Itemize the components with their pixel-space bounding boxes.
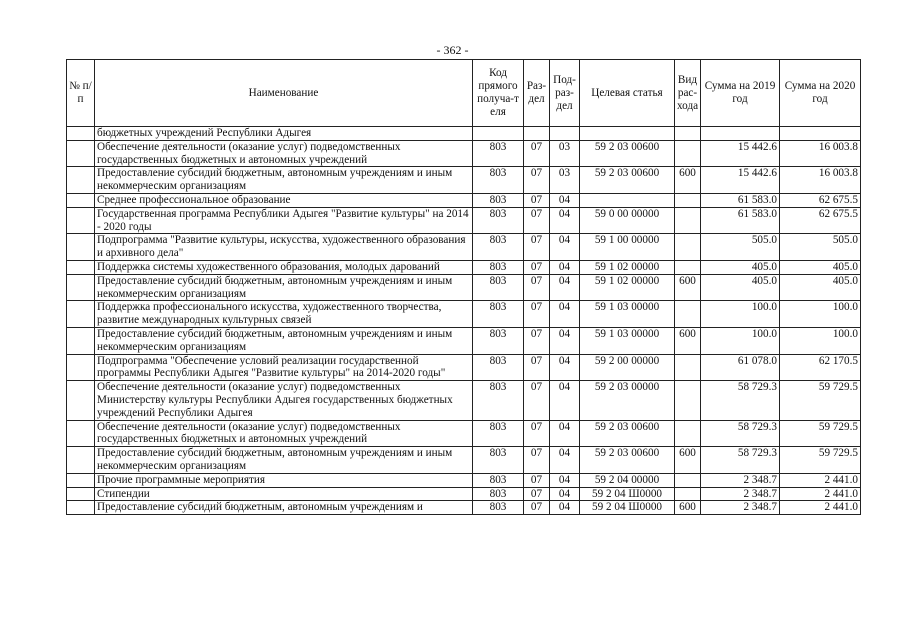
cell-expense-type (675, 381, 701, 420)
cell-num (67, 354, 95, 381)
cell-expense-type (675, 420, 701, 447)
cell-target: 59 2 04 Ш0000 (580, 487, 675, 501)
cell-sum2019: 2 348.7 (701, 473, 780, 487)
cell-num (67, 487, 95, 501)
cell-sum2020: 100.0 (780, 301, 861, 328)
page-number: - 362 - (436, 43, 469, 57)
table-row (67, 260, 861, 274)
table-row (67, 274, 861, 301)
cell-subsection: 04 (550, 381, 580, 420)
cell-sum2020: 2 441.0 (780, 501, 861, 515)
table-row (67, 193, 861, 207)
cell-name: Подпрограмма "Развитие культуры, искусства, художественного образования и архивного дела" (95, 234, 473, 261)
cell-num (67, 301, 95, 328)
cell-code: 803 (473, 381, 524, 420)
cell-sum2019: 58 729.3 (701, 420, 780, 447)
cell-subsection: 03 (550, 167, 580, 194)
cell-num (67, 140, 95, 167)
cell-sum2019: 405.0 (701, 274, 780, 301)
header-expense-type: Вид рас- хода (675, 60, 701, 127)
table-row (67, 234, 861, 261)
cell-code: 803 (473, 301, 524, 328)
cell-code: 803 (473, 260, 524, 274)
cell-name: Предоставление субсидий бюджетным, автономным учреждениям и иным некоммерческим организациям (95, 167, 473, 194)
cell-subsection: 04 (550, 501, 580, 515)
table-row (67, 473, 861, 487)
cell-sum2020: 2 441.0 (780, 473, 861, 487)
cell-num (67, 127, 95, 141)
cell-code (473, 127, 524, 141)
cell-sum2019 (701, 127, 780, 141)
cell-num (67, 381, 95, 420)
cell-code: 803 (473, 487, 524, 501)
table-row (67, 207, 861, 234)
cell-target: 59 2 03 00600 (580, 420, 675, 447)
cell-sum2019: 100.0 (701, 301, 780, 328)
header-subsection: Под- раз- дел (550, 60, 580, 127)
cell-section: 07 (524, 140, 550, 167)
cell-expense-type (675, 354, 701, 381)
cell-expense-type: 600 (675, 274, 701, 301)
cell-name: Подпрограмма "Обеспечение условий реализации государственной программы Республики Адыгея "Развитие культуры" на 2014-2020 годы" (95, 354, 473, 381)
cell-target: 59 1 03 00000 (580, 327, 675, 354)
table-row (67, 487, 861, 501)
cell-expense-type: 600 (675, 327, 701, 354)
cell-section: 07 (524, 207, 550, 234)
cell-section: 07 (524, 473, 550, 487)
cell-sum2019: 505.0 (701, 234, 780, 261)
cell-section: 07 (524, 301, 550, 328)
cell-subsection (550, 127, 580, 141)
cell-expense-type (675, 260, 701, 274)
cell-code: 803 (473, 420, 524, 447)
cell-sum2019: 100.0 (701, 327, 780, 354)
cell-target: 59 1 00 00000 (580, 234, 675, 261)
cell-code: 803 (473, 167, 524, 194)
cell-expense-type: 600 (675, 167, 701, 194)
cell-section: 07 (524, 381, 550, 420)
table-row (67, 301, 861, 328)
cell-sum2020: 59 729.5 (780, 420, 861, 447)
cell-num (67, 167, 95, 194)
cell-section: 07 (524, 420, 550, 447)
table-row (67, 447, 861, 474)
cell-target: 59 2 00 00000 (580, 354, 675, 381)
cell-section: 07 (524, 501, 550, 515)
cell-sum2020 (780, 127, 861, 141)
cell-target: 59 2 04 00000 (580, 473, 675, 487)
cell-subsection: 04 (550, 487, 580, 501)
header-section: Раз- дел (524, 60, 550, 127)
cell-name: Предоставление субсидий бюджетным, автономным учреждениям и (95, 501, 473, 515)
cell-target: 59 2 03 00600 (580, 447, 675, 474)
table-row (67, 167, 861, 194)
cell-sum2020: 62 675.5 (780, 207, 861, 234)
cell-expense-type: 600 (675, 501, 701, 515)
cell-subsection: 04 (550, 420, 580, 447)
cell-subsection: 04 (550, 207, 580, 234)
cell-expense-type (675, 234, 701, 261)
cell-name: Государственная программа Республики Адыгея "Развитие культуры" на 2014 - 2020 годы (95, 207, 473, 234)
table-row (67, 140, 861, 167)
cell-code: 803 (473, 327, 524, 354)
cell-subsection: 04 (550, 274, 580, 301)
header-sum-2019: Сумма на 2019 год (701, 60, 780, 127)
cell-expense-type (675, 140, 701, 167)
cell-name: Прочие программные мероприятия (95, 473, 473, 487)
cell-sum2019: 61 078.0 (701, 354, 780, 381)
cell-code: 803 (473, 274, 524, 301)
cell-expense-type (675, 193, 701, 207)
cell-section: 07 (524, 354, 550, 381)
table-row (67, 420, 861, 447)
cell-sum2020: 59 729.5 (780, 381, 861, 420)
table-row (67, 354, 861, 381)
cell-code: 803 (473, 140, 524, 167)
table-row (67, 501, 861, 515)
cell-target: 59 0 00 00000 (580, 207, 675, 234)
cell-name: Обеспечение деятельности (оказание услуг) подведомственных государственных бюджетных и автономных учреждений (95, 140, 473, 167)
cell-subsection: 04 (550, 447, 580, 474)
cell-target: 59 2 03 00600 (580, 167, 675, 194)
budget-table (66, 59, 861, 515)
cell-sum2020: 100.0 (780, 327, 861, 354)
cell-expense-type (675, 127, 701, 141)
cell-section: 07 (524, 274, 550, 301)
cell-sum2020: 62 675.5 (780, 193, 861, 207)
cell-code: 803 (473, 234, 524, 261)
cell-name: Предоставление субсидий бюджетным, автономным учреждениям и иным некоммерческим организациям (95, 274, 473, 301)
cell-section: 07 (524, 327, 550, 354)
cell-code: 803 (473, 354, 524, 381)
cell-num (67, 327, 95, 354)
cell-section: 07 (524, 167, 550, 194)
cell-name: Обеспечение деятельности (оказание услуг) подведомственных Министерству культуры Республики Адыгея государственных бюджетных учреждений Республики Адыгея (95, 381, 473, 420)
cell-target: 59 2 04 Ш0000 (580, 501, 675, 515)
table-row (67, 127, 861, 141)
cell-code: 803 (473, 501, 524, 515)
cell-num (67, 447, 95, 474)
cell-name: Предоставление субсидий бюджетным, автономным учреждениям и иным некоммерческим организациям (95, 327, 473, 354)
cell-subsection: 04 (550, 234, 580, 261)
cell-section: 07 (524, 487, 550, 501)
cell-section: 07 (524, 193, 550, 207)
cell-sum2019: 2 348.7 (701, 487, 780, 501)
cell-target: 59 1 03 00000 (580, 301, 675, 328)
header-code: Код прямого получа-т еля (473, 60, 524, 127)
cell-expense-type (675, 207, 701, 234)
header-target: Целевая статья (580, 60, 675, 127)
cell-code: 803 (473, 473, 524, 487)
cell-sum2020: 16 003.8 (780, 140, 861, 167)
cell-num (67, 193, 95, 207)
cell-target: 59 2 03 00000 (580, 381, 675, 420)
cell-sum2020: 59 729.5 (780, 447, 861, 474)
cell-sum2019: 15 442.6 (701, 140, 780, 167)
cell-sum2019: 405.0 (701, 260, 780, 274)
cell-name: Стипендии (95, 487, 473, 501)
cell-sum2020: 16 003.8 (780, 167, 861, 194)
cell-subsection: 03 (550, 140, 580, 167)
cell-num (67, 501, 95, 515)
cell-target: 59 1 02 00000 (580, 260, 675, 274)
cell-expense-type (675, 473, 701, 487)
cell-subsection: 04 (550, 473, 580, 487)
cell-code: 803 (473, 447, 524, 474)
cell-subsection: 04 (550, 327, 580, 354)
cell-sum2020: 2 441.0 (780, 487, 861, 501)
table-header (67, 60, 861, 127)
cell-num (67, 260, 95, 274)
cell-code: 803 (473, 193, 524, 207)
cell-num (67, 274, 95, 301)
cell-sum2019: 61 583.0 (701, 207, 780, 234)
cell-name: Среднее профессиональное образование (95, 193, 473, 207)
header-num: № п/п (67, 60, 95, 127)
cell-name: бюджетных учреждений Республики Адыгея (95, 127, 473, 141)
cell-sum2020: 505.0 (780, 234, 861, 261)
cell-sum2019: 58 729.3 (701, 381, 780, 420)
cell-subsection: 04 (550, 260, 580, 274)
cell-section: 07 (524, 234, 550, 261)
cell-sum2019: 58 729.3 (701, 447, 780, 474)
cell-target: 59 2 03 00600 (580, 140, 675, 167)
cell-name: Поддержка профессионального искусства, художественного творчества, развитие международных культурных связей (95, 301, 473, 328)
table-body (67, 127, 861, 515)
header-sum-2020: Сумма на 2020 год (780, 60, 861, 127)
cell-sum2020: 405.0 (780, 274, 861, 301)
cell-name: Обеспечение деятельности (оказание услуг) подведомственных государственных бюджетных и автономных учреждений (95, 420, 473, 447)
cell-section (524, 127, 550, 141)
cell-sum2020: 62 170.5 (780, 354, 861, 381)
cell-sum2019: 15 442.6 (701, 167, 780, 194)
cell-expense-type (675, 301, 701, 328)
cell-section: 07 (524, 447, 550, 474)
cell-name: Поддержка системы художественного образования, молодых дарований (95, 260, 473, 274)
cell-expense-type (675, 487, 701, 501)
table-row (67, 381, 861, 420)
table-row (67, 327, 861, 354)
cell-target: 59 1 02 00000 (580, 274, 675, 301)
cell-target (580, 193, 675, 207)
cell-num (67, 473, 95, 487)
header-name: Наименование (95, 60, 473, 127)
cell-expense-type: 600 (675, 447, 701, 474)
cell-section: 07 (524, 260, 550, 274)
cell-subsection: 04 (550, 193, 580, 207)
cell-num (67, 207, 95, 234)
cell-sum2019: 61 583.0 (701, 193, 780, 207)
cell-code: 803 (473, 207, 524, 234)
cell-sum2020: 405.0 (780, 260, 861, 274)
cell-name: Предоставление субсидий бюджетным, автономным учреждениям и иным некоммерческим организациям (95, 447, 473, 474)
cell-sum2019: 2 348.7 (701, 501, 780, 515)
cell-target (580, 127, 675, 141)
cell-subsection: 04 (550, 301, 580, 328)
cell-subsection: 04 (550, 354, 580, 381)
cell-num (67, 420, 95, 447)
cell-num (67, 234, 95, 261)
